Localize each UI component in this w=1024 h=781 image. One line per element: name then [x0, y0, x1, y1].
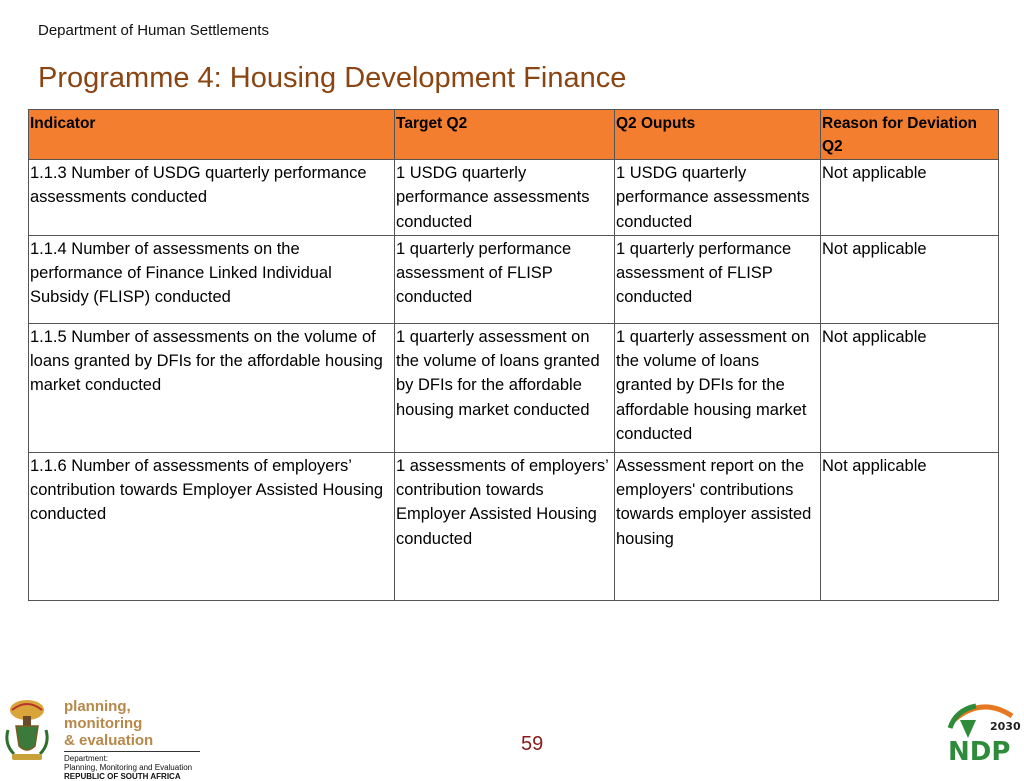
column-header-deviation: Reason for Deviation Q2 [821, 110, 999, 160]
column-header-indicator: Indicator [29, 110, 395, 160]
cell-outputs: 1 USDG quarterly performance assessments conducted [615, 160, 821, 236]
department-header: Department of Human Settlements [38, 22, 269, 39]
cell-indicator: 1.1.3 Number of USDG quarterly performance assessments conducted [29, 160, 395, 236]
indicator-table [28, 109, 999, 601]
cell-outputs: Assessment report on the employers' contributions towards employer assisted housing [615, 452, 821, 600]
cell-indicator: 1.1.6 Number of assessments of employers’ contribution towards Employer Assisted Housing conducted [29, 452, 395, 600]
cell-deviation: Not applicable [821, 235, 999, 323]
cell-target: 1 quarterly assessment on the volume of loans granted by DFIs for the affordable housing market conducted [395, 323, 615, 452]
cell-target: 1 assessments of employers’ contribution towards Employer Assisted Housing conducted [395, 452, 615, 600]
logo-dept-label: Department: [64, 754, 109, 763]
table-row [29, 235, 999, 323]
table-row [29, 452, 999, 600]
column-header-outputs: Q2 Ouputs [615, 110, 821, 160]
logo-text-planning: planning, monitoring [64, 698, 143, 732]
dpme-logo [4, 696, 204, 781]
slide-title: Programme 4: Housing Development Finance [38, 62, 627, 94]
page-number: 59 [521, 733, 544, 755]
cell-indicator: 1.1.4 Number of assessments on the performance of Finance Linked Individual Subsidy (FLISP) conducted [29, 235, 395, 323]
cell-outputs: 1 quarterly performance assessment of FLISP conducted [615, 235, 821, 323]
coat-of-arms-icon [4, 696, 50, 764]
ndp-year: 2030 [990, 720, 1021, 733]
cell-deviation: Not applicable [821, 323, 999, 452]
ndp-2030-logo [946, 698, 1021, 767]
cell-indicator: 1.1.5 Number of assessments on the volume of loans granted by DFIs for the affordable housing market conducted [29, 323, 395, 452]
cell-target: 1 USDG quarterly performance assessments conducted [395, 160, 615, 236]
logo-dept-name: Planning, Monitoring and Evaluation [64, 763, 193, 772]
table-row [29, 160, 999, 236]
cell-deviation: Not applicable [821, 452, 999, 600]
cell-target: 1 quarterly performance assessment of FLISP conducted [395, 235, 615, 323]
ndp-text: NDP [948, 737, 1011, 767]
logo-country: REPUBLIC OF SOUTH AFRICA [64, 772, 181, 781]
table-header-row [29, 110, 999, 160]
logo-text-evaluation: & evaluation [64, 732, 154, 749]
logo-divider [64, 751, 200, 752]
table-row [29, 323, 999, 452]
cell-outputs: 1 quarterly assessment on the volume of loans granted by DFIs for the affordable housing market conducted [615, 323, 821, 452]
column-header-target: Target Q2 [395, 110, 615, 160]
cell-deviation: Not applicable [821, 160, 999, 236]
